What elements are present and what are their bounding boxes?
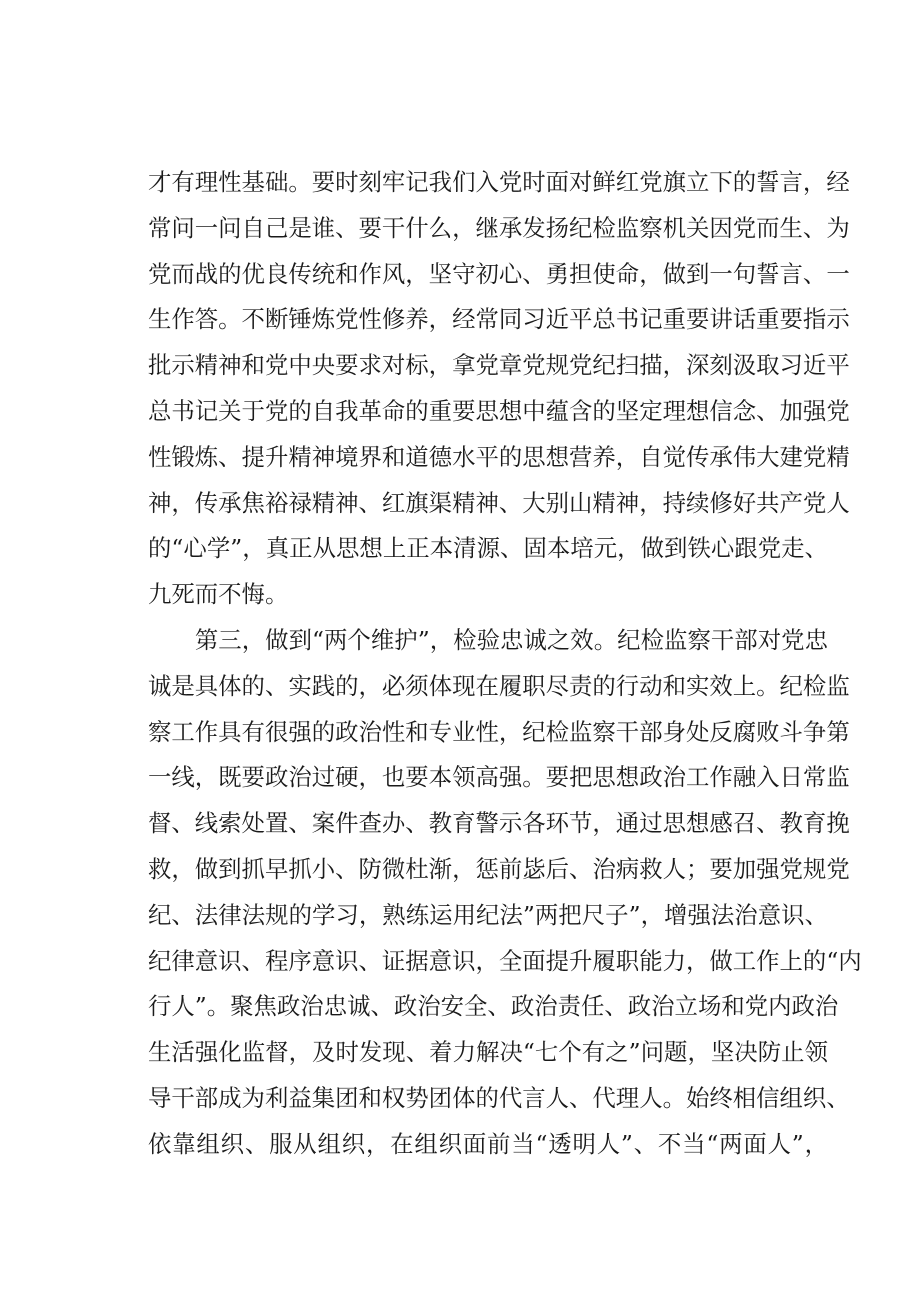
text-line: 性锻炼、提升精神境界和道德水平的思想营养，自觉传承伟大建党精 [148, 442, 850, 471]
text-line: 批示精神和党中央要求对标，拿党章党规党纪扫描，深刻汲取习近平 [148, 351, 850, 380]
text-line: 一线，既要政治过硬，也要本领高强。要把思想政治工作融入日常监 [148, 763, 850, 792]
text-line: 才有理性基础。要时刻牢记我们入党时面对鲜红党旗立下的誓言，经 [148, 168, 850, 196]
text-line: 神，传承焦裕禄精神、红旗渠精神、大别山精神，持续修好共产党人 [148, 488, 850, 517]
text-line: 九死而不悔。 [148, 580, 289, 609]
text-line: 纪律意识、程序意识、证据意识，全面提升履职能力，做工作上的“内 [148, 946, 862, 975]
text-line: 党而战的优良传统和作风，坚守初心、勇担使命，做到一句誓言、一 [148, 259, 850, 288]
body-text [148, 160, 862, 1168]
text-line: 总书记关于党的自我革命的重要思想中蕴含的坚定理想信念、加强党 [148, 396, 850, 425]
text-line: 生活强化监督，及时发现、着力解决“七个有之”问题，坚决防止领 [148, 1038, 828, 1067]
text-line: 行人”。聚焦政治忠诚、政治安全、政治责任、政治立场和党内政治 [148, 992, 839, 1021]
text-line: 诚是具体的、实践的，必须体现在履职尽责的行动和实效上。纪检监 [148, 671, 850, 700]
paragraph-1 [148, 160, 850, 618]
text-line: 督、线索处置、案件查办、教育警示各环节，通过思想感召、教育挽 [148, 809, 850, 838]
text-line: 常问一问自己是谁、要干什么，继承发扬纪检监察机关因党而生、为 [148, 213, 850, 242]
text-line: 依靠组织、服从组织，在组织面前当“透明人”、不当“两面人”， [148, 1129, 828, 1158]
text-line: 导干部成为利益集团和权势团体的代言人、代理人。始终相信组织、 [148, 1083, 850, 1112]
text-line: 纪、法律法规的学习，熟练运用纪法”两把尺子”，增强法治意识、 [148, 900, 828, 929]
text-line: 生作答。不断锤炼党性修养，经常同习近平总书记重要讲话重要指示 [148, 305, 850, 334]
text-line: 察工作具有很强的政治性和专业性，纪检监察干部身处反腐败斗争第 [148, 717, 850, 746]
text-line: 第三，做到“两个维护”，检验忠诚之效。纪检监察干部对党忠 [148, 625, 828, 654]
text-line: 救，做到抓早抓小、防微杜渐，惩前毖后、治病救人；要加强党规党 [148, 854, 850, 883]
text-line: 的“心学”，真正从思想上正本清源、固本培元，做到铁心跟党走、 [148, 534, 828, 563]
paragraph-2 [148, 618, 862, 1168]
